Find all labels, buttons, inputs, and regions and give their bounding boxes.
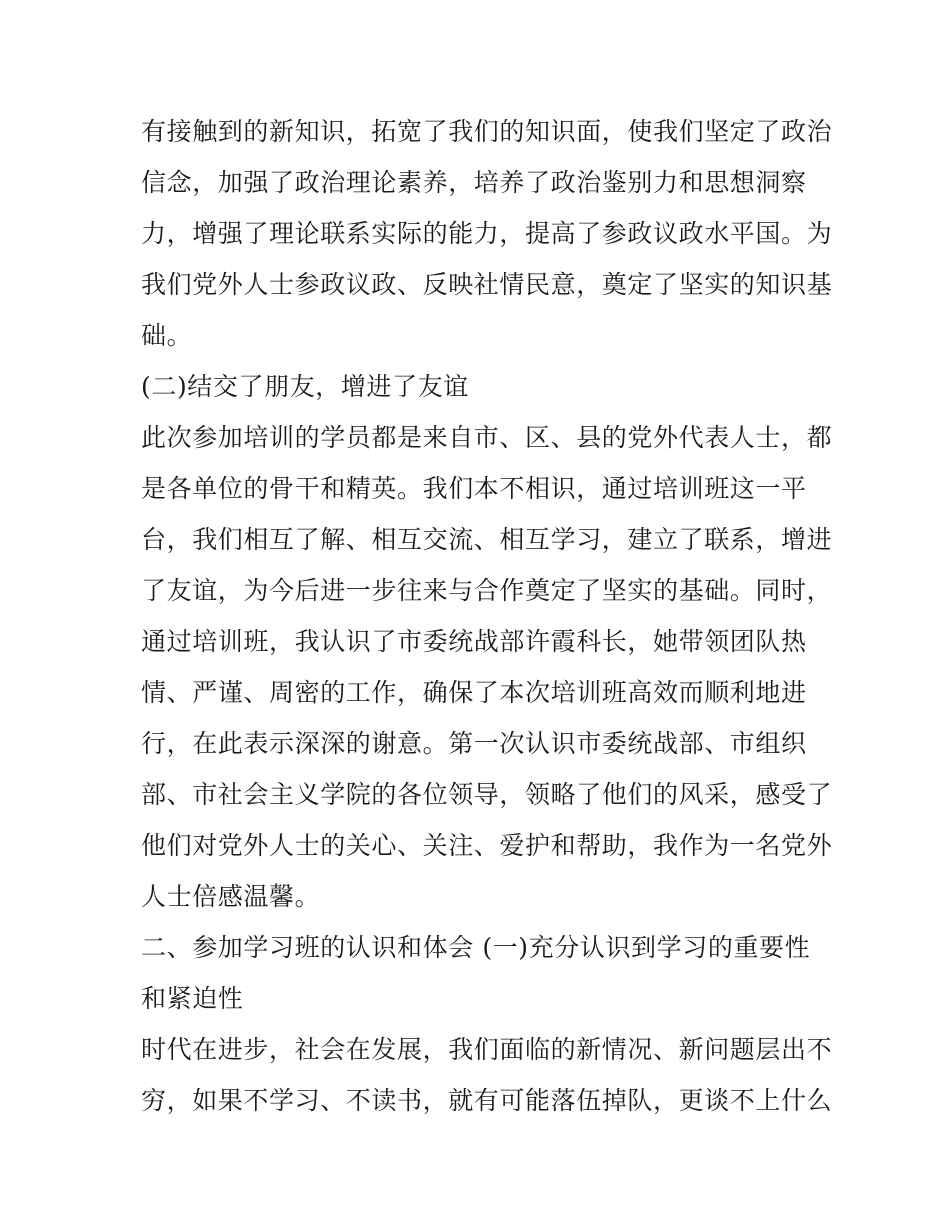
text-line: 人士倍感温馨。: [141, 882, 321, 911]
text-line: 他们对党外人士的关心、关注、爱护和帮助，我作为一名党外: [141, 831, 833, 860]
text-line: 通过培训班，我认识了市委统战部许霞科长，她带领团队热: [141, 627, 807, 656]
text-line: 情、严谨、周密的工作，确保了本次培训班高效而顺利地进: [141, 678, 807, 707]
text-line: 穷，如果不学习、不读书，就有可能落伍掉队，更谈不上什么: [141, 1086, 833, 1115]
text-line: 行，在此表示深深的谢意。第一次认识市委统战部、市组织: [141, 729, 807, 758]
text-line: 我们党外人士参政议政、反映社情民意，奠定了坚实的知识基: [141, 270, 833, 299]
text-line: 台，我们相互了解、相互交流、相互学习，建立了联系，增进: [141, 525, 833, 554]
section-heading: 二、参加学习班的认识和体会 (一)充分认识到学习的重要性: [141, 933, 811, 962]
text-line: 了友谊，为今后进一步往来与合作奠定了坚实的基础。同时，: [141, 576, 833, 605]
text-line: 此次参加培训的学员都是来自市、区、县的党外代表人士，都: [141, 423, 833, 452]
text-line: 力，增强了理论联系实际的能力，提高了参政议政水平国。为: [141, 219, 833, 248]
text-line: 是各单位的骨干和精英。我们本不相识，通过培训班这一平: [141, 474, 807, 503]
text-line: 时代在进步，社会在发展，我们面临的新情况、新问题层出不: [141, 1035, 833, 1064]
text-line: 础。: [141, 321, 193, 350]
text-line: 有接触到的新知识，拓宽了我们的知识面，使我们坚定了政治: [141, 117, 833, 146]
section-heading: (二)结交了朋友，增进了友谊: [141, 372, 469, 401]
document-body: [141, 106, 833, 1126]
section-heading: 和紧迫性: [141, 984, 244, 1013]
text-line: 信念，加强了政治理论素养，培养了政治鉴别力和思想洞察: [141, 168, 807, 197]
text-line: 部、市社会主义学院的各位领导，领略了他们的风采，感受了: [141, 780, 833, 809]
